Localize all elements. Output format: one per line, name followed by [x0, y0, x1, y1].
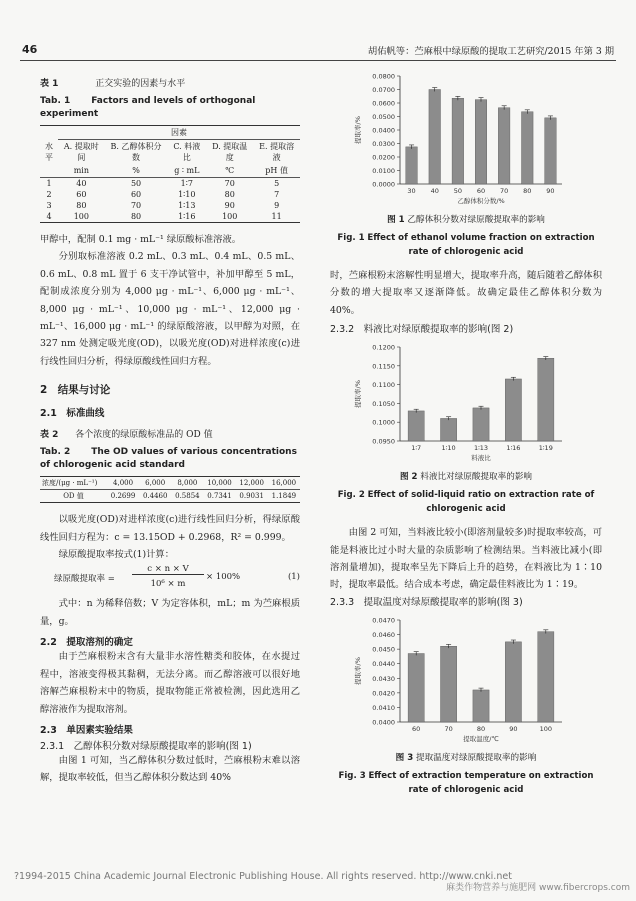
x-tick-label: 1∶13 [473, 444, 489, 453]
y-tick-label: 0.1050 [372, 400, 395, 409]
paragraph-regression: 以吸光度(OD)对进样浓度(c)进行线性回归分析，得绿原酸线性回归方程为：c = 13.15OD + 0.2968，R² = 0.999。 [40, 514, 300, 543]
y-tick-label: 0.1000 [372, 418, 395, 427]
section-heading-2: 2 结果与讨论 [40, 384, 111, 397]
x-tick-label: 1∶16 [506, 444, 521, 453]
figure-1-caption-en: Fig. 1 Effect of ethanol volume fraction on extraction rate of chlorogenic acid [337, 233, 595, 257]
x-tick-label: 60 [476, 187, 486, 195]
table-row: 2 60 60 1∶10 80 7 [46, 190, 280, 199]
table1-unit: min [73, 166, 89, 175]
table-row: 1 40 50 1∶7 70 5 [46, 179, 280, 188]
x-tick-label: 1∶7 [411, 444, 422, 453]
y-tick-label: 0.1100 [372, 381, 395, 390]
right-column [330, 68, 602, 797]
table1-unit: % [132, 166, 140, 175]
bar [473, 408, 489, 441]
table1-col-e: E. 提取溶液 [259, 142, 295, 162]
figure-2-caption-en: Fig. 2 Effect of solid-liquid ratio on extraction rate of chlorogenic acid [337, 490, 595, 515]
x-tick-label: 80 [523, 187, 532, 195]
y-tick-label: 0.0200 [372, 153, 395, 162]
x-tick-label: 70 [500, 187, 509, 195]
table-row: 4 100 80 1∶16 100 11 [40, 211, 300, 223]
x-tick-label: 30 [407, 187, 416, 195]
paragraph-ratio: 由图 2 可知，当料液比较小(即溶剂量较多)时提取率较高，可能是料液比过小时大量的杂质影响了检测结果。当料液比减小(即溶剂量增加)，提取率呈先下降后上升的趋势，在料液比为 1∶10 时，提取率最低。结合成本考虑，确定最佳料液比为 1∶19。 [330, 527, 602, 591]
y-tick-label: 0.0420 [372, 689, 395, 698]
x-tick-label: 60 [412, 724, 421, 733]
bar [441, 646, 457, 722]
table-row: 浓度/(μg · mL⁻¹) 4,000 6,000 8,000 10,000 12,000 16,000 [40, 477, 300, 490]
y-tick-label: 0.0470 [372, 616, 395, 625]
paragraph-ethanol: 由图 1 可知，当乙醇体积分数过低时，苎麻根粉末难以溶解，提取率较低，但当乙醇体积分数达到 40% [40, 754, 300, 784]
y-tick-label: 0.0100 [372, 167, 395, 175]
table1-caption-cn: 表 1 正交实验的因素与水平 [40, 79, 186, 89]
x-tick-label: 50 [453, 187, 462, 195]
section-heading-2-3: 2.3 单因素实验结果 [40, 724, 133, 736]
x-tick-label: 80 [476, 724, 486, 733]
y-axis-label: 提取率/% [354, 656, 362, 685]
table-row: 3 80 70 1∶13 90 9 [46, 201, 280, 210]
x-tick-label: 90 [546, 187, 555, 195]
copyright-footer: ?1994-2015 China Academic Journal Electronic Publishing House. All rights reserved. http://www.cnki.net [14, 871, 512, 882]
y-tick-label: 0.0440 [372, 660, 395, 669]
x-tick-label: 90 [509, 724, 518, 733]
paragraph-rate-intro: 绿原酸提取率按式(1)计算： [58, 549, 175, 561]
figure-1-chart [330, 68, 602, 210]
bar [505, 642, 521, 722]
paragraph-std-dilution: 分别取标准溶液 0.2 mL、0.3 mL、0.4 mL、0.5 mL、0.6 mL、0.8 mL 置于 6 支干净试管中，补加甲醇至 5 mL，配制成浓度分别为 4,000 μg · mL⁻¹、6,000 μg · mL⁻¹、8,000 μg · mL⁻¹、10,000 μg · mL⁻¹、12,000 μg · mL⁻¹、16,000 μg · mL⁻¹ 的绿原酸溶液，以甲醇为对照，在 327 nm 处测定吸光度(OD)，以吸光度(OD)对进样浓度(c)进行线性回归分析，得绿原酸线性回归方程。 [40, 251, 300, 367]
y-tick-label: 0.0600 [372, 99, 395, 108]
table1-col-c: C. 料液比 [173, 142, 201, 162]
x-axis-label: 料液比 [471, 454, 491, 463]
y-tick-label: 0.0800 [372, 72, 395, 81]
paragraph-std-prep: 甲醇中，配制 0.1 mg · mL⁻¹ 绿原酸标准溶液。 [40, 234, 242, 245]
y-tick-label: 0.0500 [372, 113, 395, 121]
bar [408, 653, 424, 721]
x-tick-label: 70 [444, 724, 453, 733]
bar [505, 379, 521, 441]
y-tick-label: 0.0000 [372, 180, 395, 189]
y-tick-label: 0.0430 [372, 674, 395, 683]
paragraph-formula-note: 式中：n 为稀释倍数；V 为定容体积，mL；m 为苎麻根质量，g。 [40, 598, 300, 627]
x-tick-label: 1∶19 [538, 444, 553, 453]
table1-level-header: 水平 [45, 141, 53, 162]
x-tick-label: 100 [539, 724, 553, 733]
bar [429, 90, 441, 185]
y-axis-label: 提取率/% [354, 116, 362, 144]
bar [522, 112, 534, 184]
bar [498, 108, 510, 184]
figure-3-caption-en: Fig. 3 Effect of extraction temperature on extraction rate of chlorogenic acid [338, 770, 594, 795]
y-tick-label: 0.0400 [372, 718, 395, 727]
y-tick-label: 0.0460 [372, 630, 395, 639]
table1-unit: ℃ [225, 166, 235, 175]
bar [441, 419, 457, 442]
x-axis-label: 提取温度/℃ [463, 734, 499, 743]
y-tick-label: 0.0300 [372, 140, 395, 148]
table1-unit: g ∶ mL [174, 166, 200, 175]
bar [538, 632, 554, 722]
figure-3-caption-cn: 图 3 提取温度对绿原酸提取率的影响 [395, 752, 537, 763]
x-tick-label: 40 [430, 187, 439, 195]
figure-2-chart [330, 339, 602, 467]
figure-1-caption-cn: 图 1 乙醇体积分数对绿原酸提取率的影响 [387, 215, 545, 225]
y-tick-label: 0.0410 [372, 703, 395, 712]
paragraph-ethanol-continued: 时，苎麻根粉末溶解性明显增大，提取率升高，随后随着乙醇体积分数的增大提取率又逐渐降低。故确定最佳乙醇体积分数为 40%。 [330, 270, 602, 316]
bar [545, 118, 557, 184]
left-column [40, 78, 300, 787]
watermark: 麻类作物营养与施肥网 www.fibercrops.com [446, 883, 630, 893]
section-heading-2-2: 2.2 提取溶剂的确定 [40, 637, 133, 649]
page-number: 46 [22, 43, 38, 56]
section-heading-2-3-3: 2.3.3 提取温度对绿原酸提取率的影响(图 3) [330, 596, 523, 608]
section-heading-2-1: 2.1 标准曲线 [40, 408, 105, 420]
bar [538, 358, 554, 441]
y-tick-label: 0.0400 [372, 126, 395, 135]
table2 [40, 476, 300, 503]
y-tick-label: 0.0700 [372, 86, 395, 94]
formula-1: 绿原酸提取率 = c × n × V 10⁶ × m × 100% (1) [54, 564, 300, 590]
y-tick-label: 0.0450 [372, 645, 395, 654]
y-axis-label: 提取率/% [354, 380, 362, 409]
bar [473, 690, 489, 722]
header-rule [20, 60, 616, 61]
x-axis-label: 乙醇体积分数/% [457, 197, 505, 205]
x-tick-label: 1∶10 [441, 444, 456, 453]
figure-2-caption-cn: 图 2 料液比对绿原酸提取率的影响 [399, 472, 533, 483]
running-title: 胡佑帆等：苎麻根中绿原酸的提取工艺研究/2015 年第 3 期 [367, 46, 614, 57]
section-heading-2-3-2: 2.3.2 料液比对绿原酸提取率的影响(图 2) [330, 324, 514, 336]
y-tick-label: 0.0950 [372, 437, 395, 446]
table2-caption-en: Tab. 2 The OD values of various concentrations of chlorogenic acid standard [40, 447, 297, 471]
table1-unit: pH 值 [265, 166, 288, 175]
bar [475, 100, 487, 184]
bar [408, 411, 424, 441]
table-row: OD 值 0.2699 0.4460 0.5854 0.7341 0.9031 1.1849 [40, 490, 300, 503]
bar [452, 98, 464, 184]
y-tick-label: 0.1200 [372, 343, 395, 352]
table1-col-a: A. 提取时间 [63, 142, 99, 162]
section-heading-2-3-1: 2.3.1 乙醇体积分数对绿原酸提取率的影响(图 1) [40, 740, 252, 752]
table1 [40, 125, 300, 223]
figure-3-chart [330, 612, 602, 748]
table1-col-b: B. 乙醇体积分数 [110, 142, 162, 162]
y-tick-label: 0.1150 [372, 362, 395, 371]
table1-col-d: D. 提取温度 [212, 142, 248, 162]
bar [406, 147, 418, 184]
paragraph-solvent: 由于苎麻根粉末含有大量非水溶性糖类和胶体，在水提过程中，溶液变得极其黏稠，无法分离。而乙醇溶液可以很好地溶解苎麻根粉末中的物质，提取物能正常被检测，因此选用乙醇溶液作为提取溶剂。 [40, 651, 300, 715]
table1-group-header: 因素 [58, 126, 300, 140]
table2-caption-cn: 表 2 各个浓度的绿原酸标准品的 OD 值 [40, 430, 213, 441]
table1-caption-en: Tab. 1 Factors and levels of orthogonal experiment [40, 96, 256, 119]
